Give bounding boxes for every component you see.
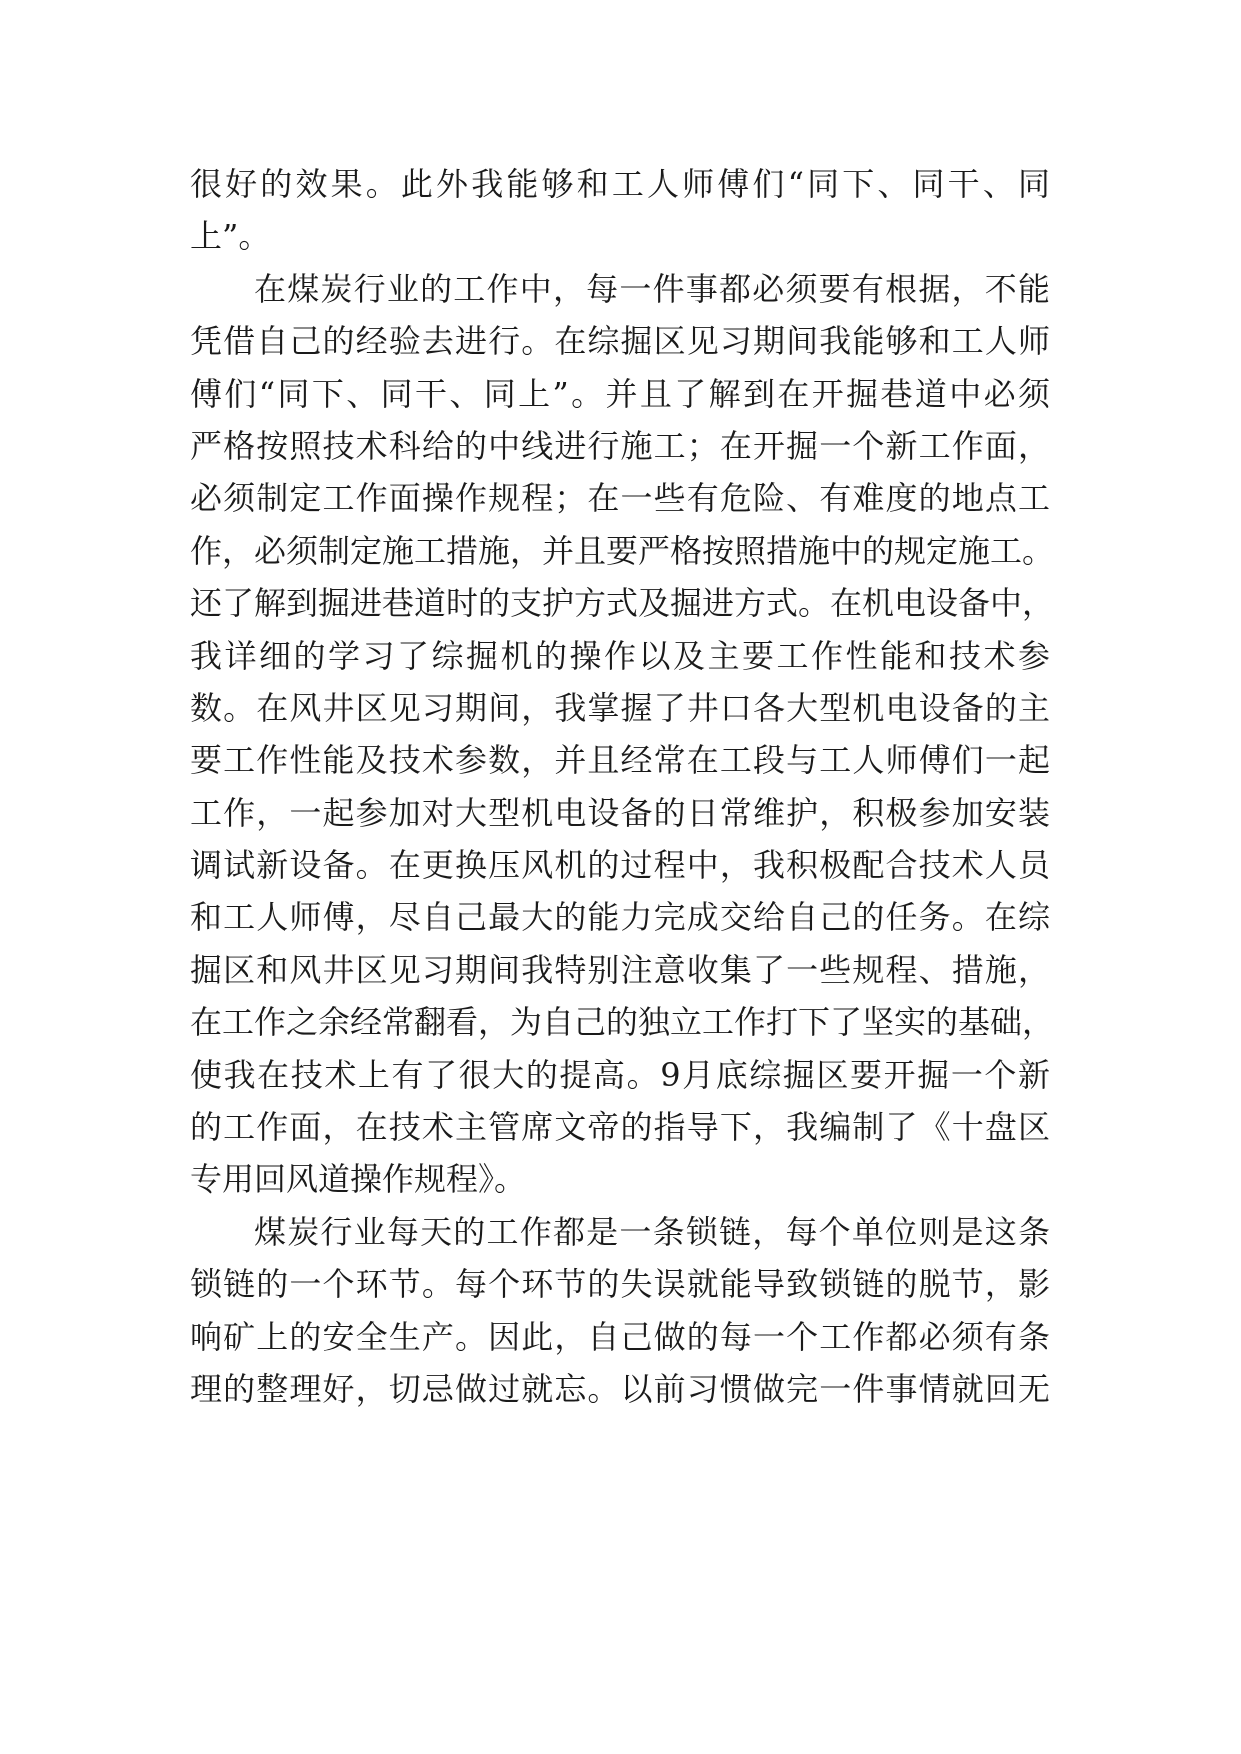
text-line: 理的整理好，切忌做过就忘。以前习惯做完一件事情就回无	[190, 1369, 1050, 1408]
text-line: 的工作面，在技术主管席文帝的指导下，我编制了《十盘区	[190, 1108, 1050, 1147]
text-line: 很好的效果。此外我能够和工人师傅们“同下、同干、同	[190, 165, 1050, 203]
text-line: 还了解到掘进巷道时的支护方式及掘进方式。在机电设备中，	[190, 584, 1055, 623]
text-line: 凭借自己的经验去进行。在综掘区见习期间我能够和工人师	[190, 322, 1050, 361]
text-line: 傅们“同下、同干、同上”。并且了解到在开掘巷道中必须	[190, 374, 1050, 413]
text-line: 在煤炭行业的工作中，每一件事都必须要有根据，不能	[254, 269, 1050, 308]
text-line: 上”。	[190, 217, 271, 256]
text-line: 和工人师傅，尽自己最大的能力完成交给自己的任务。在综	[190, 898, 1050, 937]
text-line: 要工作性能及技术参数，并且经常在工段与工人师傅们一起	[190, 741, 1050, 780]
text-line: 作，必须制定施工措施，并且要严格按照措施中的规定施工。	[190, 531, 1055, 570]
body-text	[190, 158, 1055, 1415]
text-line: 严格按照技术科给的中线进行施工；在开掘一个新工作面，	[190, 426, 1050, 465]
text-line: 掘区和风井区见习期间我特别注意收集了一些规程、措施，	[190, 950, 1050, 989]
text-line: 专用回风道操作规程》。	[190, 1160, 527, 1199]
text-line: 锁链的一个环节。每个环节的失误就能导致锁链的脱节，影	[190, 1265, 1050, 1304]
text-line: 我详细的学习了综掘机的操作以及主要工作性能和技术参	[190, 636, 1050, 675]
text-line: 使我在技术上有了很大的提高。9月底综掘区要开掘一个新	[190, 1055, 1050, 1094]
text-line: 在工作之余经常翻看，为自己的独立工作打下了坚实的基础，	[190, 1003, 1055, 1042]
text-line: 必须制定工作面操作规程；在一些有危险、有难度的地点工	[190, 479, 1050, 518]
text-line: 调试新设备。在更换压风机的过程中，我积极配合技术人员	[190, 846, 1050, 885]
text-line: 煤炭行业每天的工作都是一条锁链，每个单位则是这条	[254, 1212, 1050, 1251]
text-line: 响矿上的安全生产。因此，自己做的每一个工作都必须有条	[190, 1317, 1050, 1356]
text-line: 数。在风井区见习期间，我掌握了井口各大型机电设备的主	[190, 688, 1050, 727]
text-line: 工作，一起参加对大型机电设备的日常维护，积极参加安装	[190, 793, 1050, 832]
